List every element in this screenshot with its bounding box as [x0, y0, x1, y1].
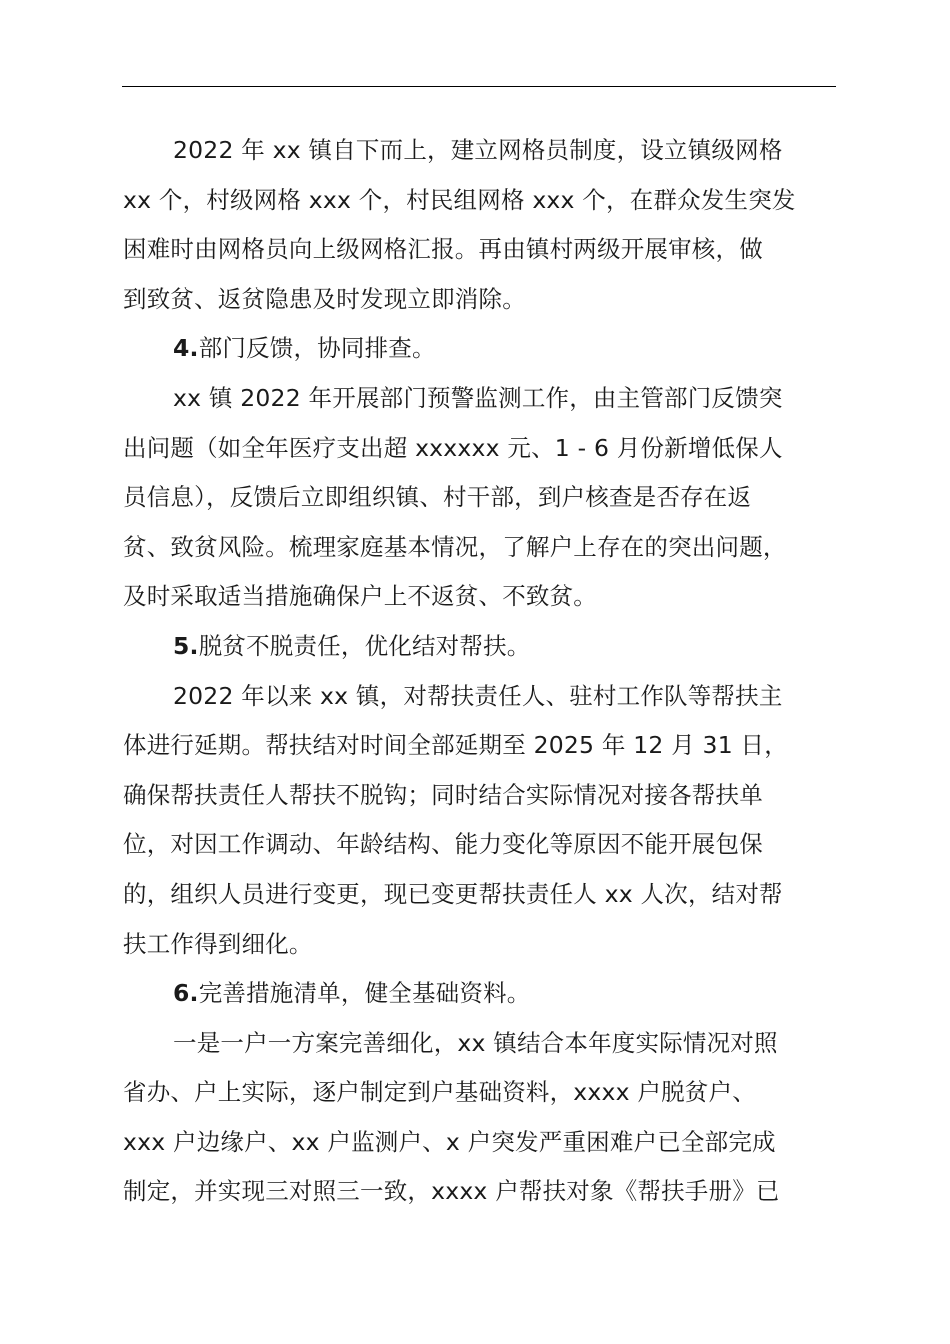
text-line: 扶工作得到细化。	[123, 929, 313, 958]
section-title: 脱贫不脱责任，优化结对帮扶。	[198, 631, 531, 660]
text-line: 出问题（如全年医疗支出超 xxxxxx 元、1 - 6 月份新增低保人	[123, 433, 783, 462]
section-number: 5.	[173, 631, 199, 660]
text-line: 贫、致贫风险。梳理家庭基本情况，了解户上存在的突出问题，	[123, 532, 787, 561]
section-number: 6.	[173, 979, 199, 1008]
text-line: 一是一户一方案完善细化，xx 镇结合本年度实际情况对照	[173, 1028, 778, 1057]
text-line: xxx 户边缘户、xx 户监测户、x 户突发严重困难户已全部完成	[123, 1127, 776, 1156]
text-line: 省办、户上实际，逐户制定到户基础资料，xxxx 户脱贫户、	[123, 1078, 756, 1107]
section-number: 4.	[173, 334, 199, 363]
text-line: 位，对因工作调动、年龄结构、能力变化等原因不能开展包保	[123, 830, 763, 859]
text-line: xx 镇 2022 年开展部门预警监测工作，由主管部门反馈突	[173, 383, 783, 412]
section-heading-6	[123, 969, 858, 1019]
text-line: 体进行延期。帮扶结对时间全部延期至 2025 年 12 月 31 日，	[123, 731, 788, 760]
text-line: 及时采取适当措施确保户上不返贫、不致贫。	[123, 582, 597, 611]
text-line: 2022 年以来 xx 镇，对帮扶责任人、驻村工作队等帮扶主	[173, 681, 783, 710]
header-rule	[122, 86, 836, 87]
text-line: 2022 年 xx 镇自下而上，建立网格员制度，设立镇级网格	[173, 136, 783, 164]
text-line: 到致贫、返贫隐患及时发现立即消除。	[123, 284, 526, 313]
text-line: 的，组织人员进行变更，现已变更帮扶责任人 xx 人次，结对帮	[123, 879, 783, 908]
document-body	[123, 126, 858, 1217]
section-heading-5	[123, 622, 858, 672]
section-title: 部门反馈，协同排查。	[198, 334, 436, 363]
text-line: 制定，并实现三对照三一致，xxxx 户帮扶对象《帮扶手册》已	[123, 1177, 780, 1206]
text-line: 确保帮扶责任人帮扶不脱钩；同时结合实际情况对接各帮扶单	[123, 780, 763, 809]
section-heading-4	[123, 324, 858, 374]
section-title: 完善措施清单，健全基础资料。	[198, 979, 531, 1008]
text-line: xx 个，村级网格 xxx 个，村民组网格 xxx 个，在群众发生突发	[123, 185, 796, 214]
text-line: 员信息），反馈后立即组织镇、村干部，到户核查是否存在返	[123, 483, 752, 512]
text-line: 困难时由网格员向上级网格汇报。再由镇村两级开展审核，做	[123, 235, 763, 264]
